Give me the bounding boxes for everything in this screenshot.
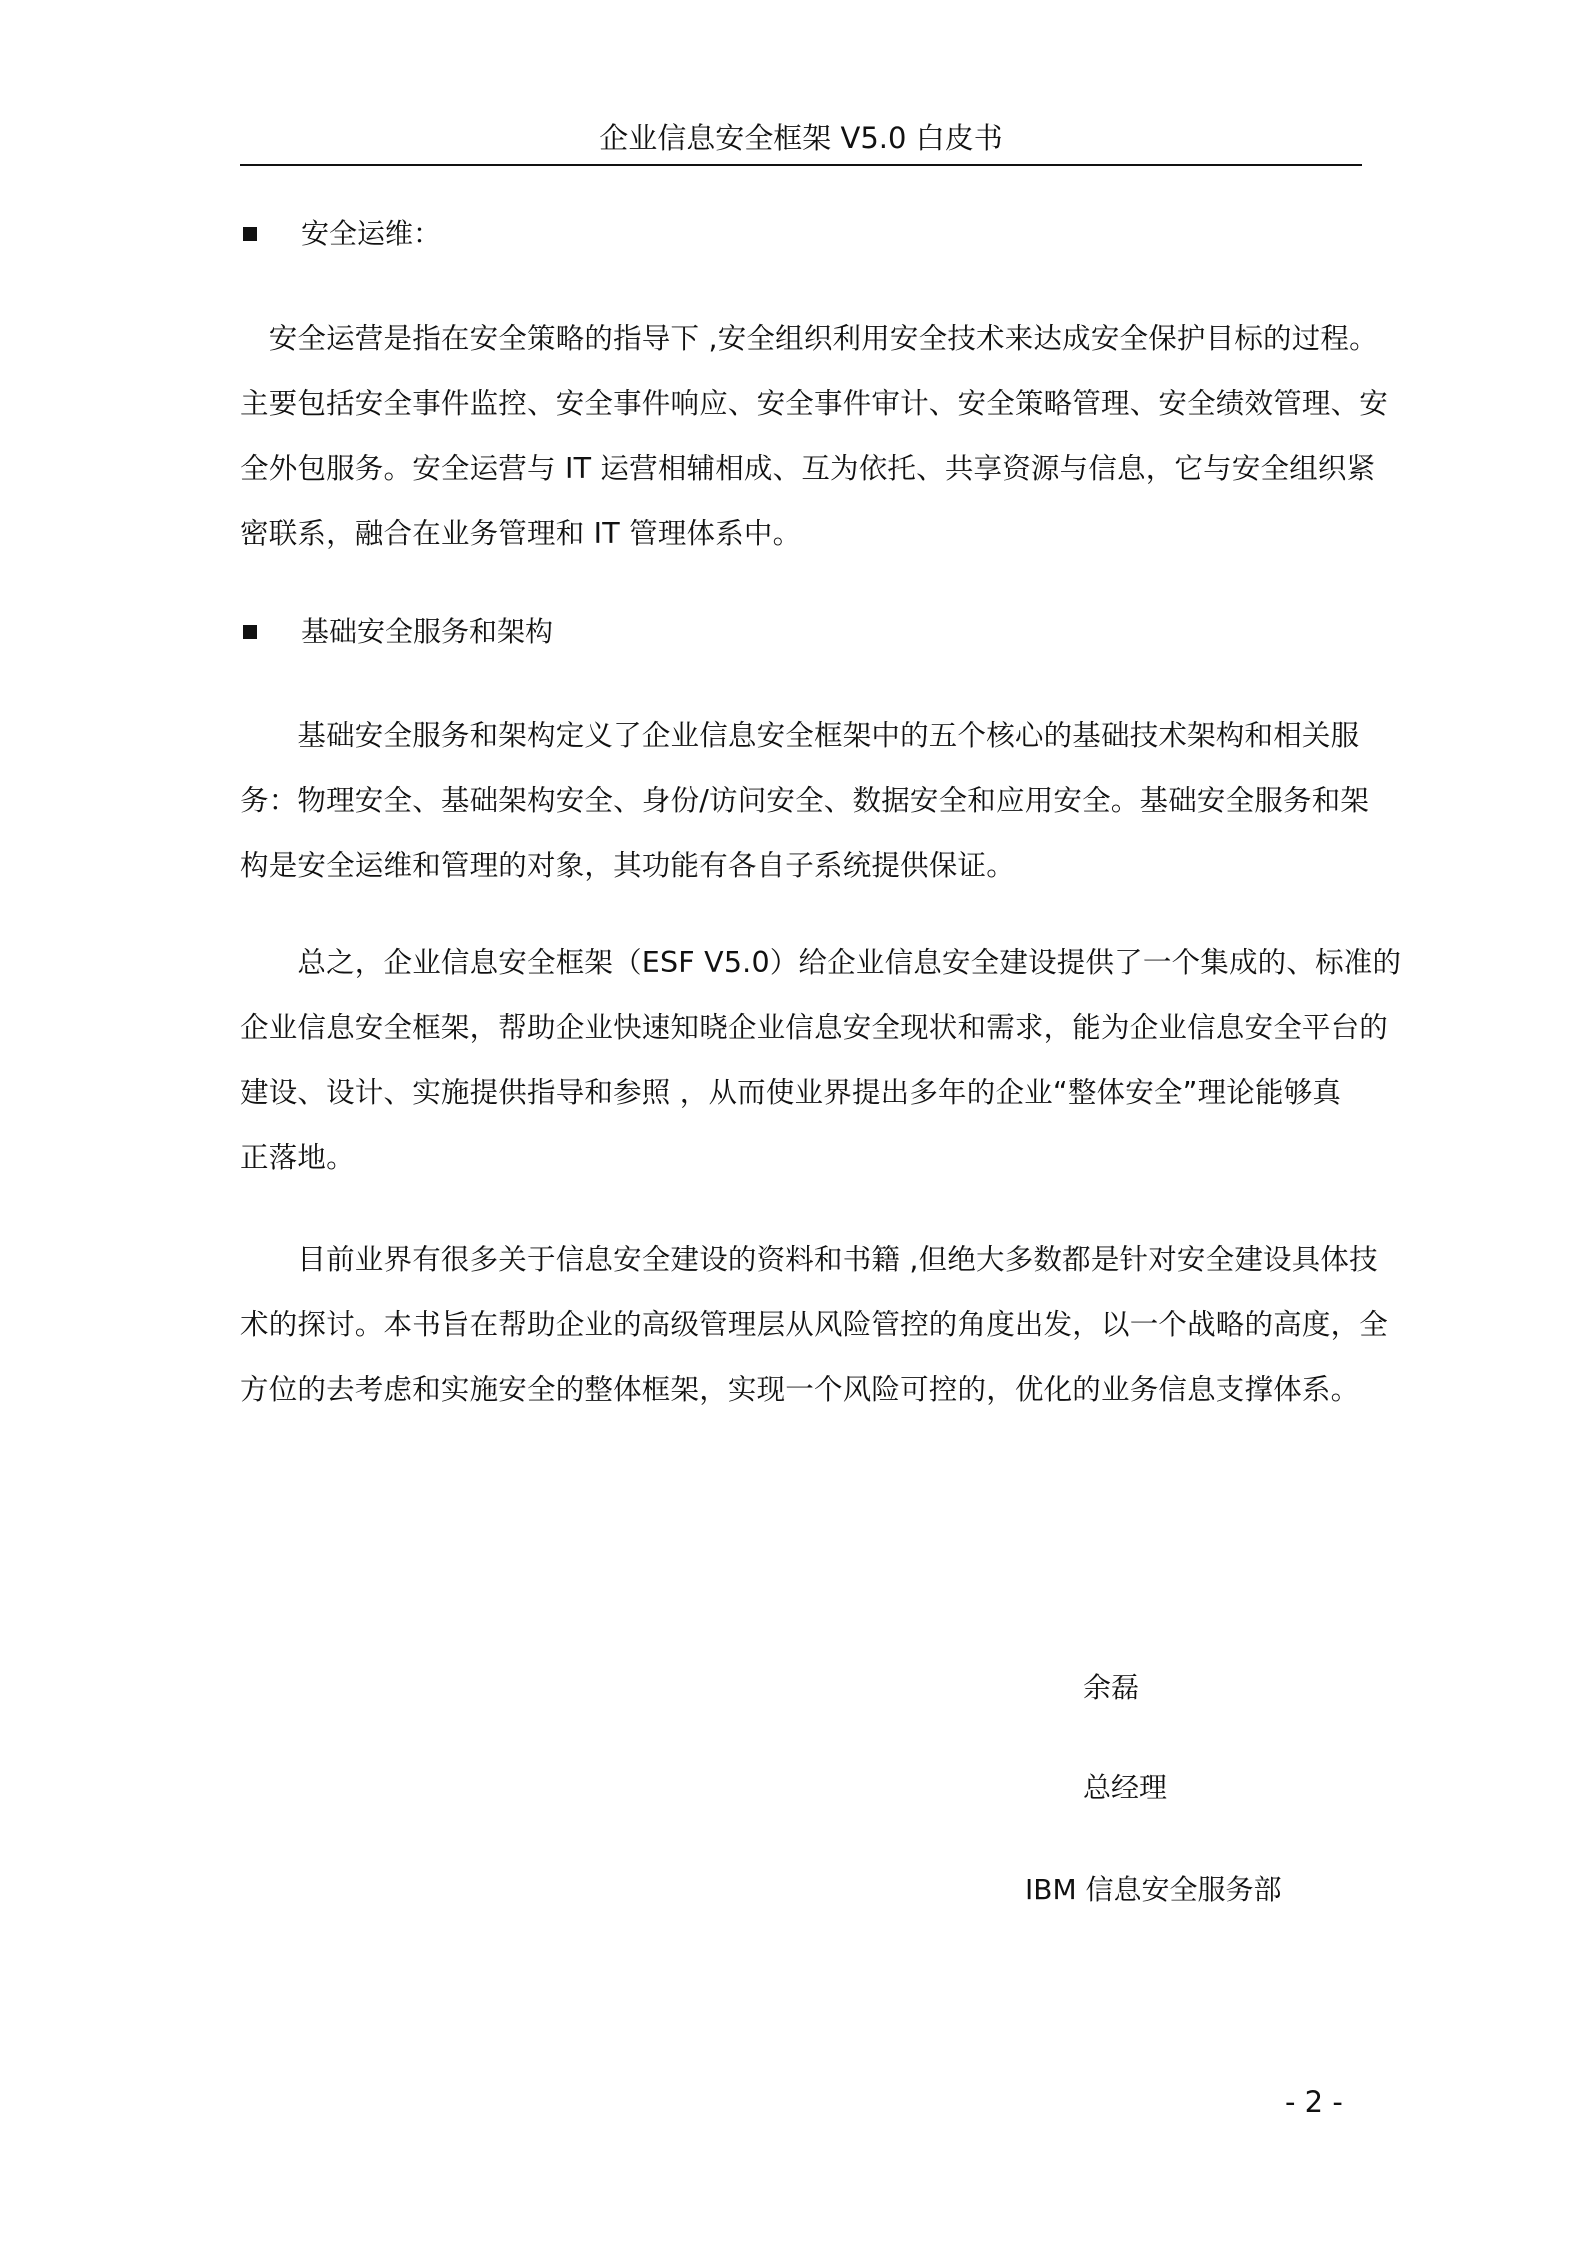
signature-position: 总经理: [1083, 1771, 1168, 1804]
section-bullet-security-operations: [240, 214, 441, 254]
text-line: 基础安全服务和架构定义了企业信息安全框架中的五个核心的基础技术架构和相关服: [240, 719, 1360, 752]
signature-name: 余磊: [1083, 1671, 1140, 1704]
text-line: 务：物理安全、基础架构安全、身份/访问安全、数据安全和应用安全。基础安全服务和架: [240, 784, 1370, 817]
text-line: 安全运营是指在安全策略的指导下 ,安全组织利用安全技术来达成安全保护目标的过程。: [240, 322, 1378, 355]
paragraph-summary: [240, 930, 1402, 1190]
page-header-title: 企业信息安全框架 V5.0 白皮书: [599, 121, 1003, 155]
text-line: 全外包服务。安全运营与 IT 运营相辅相成、互为依托、共享资源与信息，它与安全组织紧: [240, 452, 1376, 485]
header-divider: [240, 164, 1362, 166]
text-line: 主要包括安全事件监控、安全事件响应、安全事件审计、安全策略管理、安全绩效管理、安: [240, 387, 1389, 420]
text-line: 企业信息安全框架，帮助企业快速知晓企业信息安全现状和需求，能为企业信息安全平台的: [240, 1011, 1389, 1044]
section-title: 基础安全服务和架构: [301, 615, 554, 648]
paragraph-book-purpose: [240, 1227, 1389, 1422]
paragraph-basic-security: [240, 703, 1370, 898]
page-number: - 2 -: [1285, 2085, 1343, 2119]
text-line: 建设、设计、实施提供指导和参照 ，从而使业界提出多年的企业“整体安全”理论能够真: [240, 1076, 1342, 1109]
section-title: 安全运维：: [301, 217, 442, 250]
text-line: 术的探讨。本书旨在帮助企业的高级管理层从风险管控的角度出发，以一个战略的高度，全: [240, 1308, 1389, 1341]
text-line: 密联系，融合在业务管理和 IT 管理体系中。: [240, 517, 802, 550]
section-bullet-basic-security: [240, 612, 553, 652]
text-line: 目前业界有很多关于信息安全建设的资料和书籍 ,但绝大多数都是针对安全建设具体技: [240, 1243, 1378, 1276]
text-line: 方位的去考虑和实施安全的整体框架，实现一个风险可控的，优化的业务信息支撑体系。: [240, 1373, 1360, 1406]
text-line: 构是安全运维和管理的对象，其功能有各自子系统提供保证。: [240, 849, 1015, 882]
paragraph-security-operations: [240, 306, 1389, 566]
text-line: 总之，企业信息安全框架（ESF V5.0）给企业信息安全建设提供了一个集成的、标准的: [240, 946, 1402, 979]
square-bullet-icon: [243, 625, 257, 639]
square-bullet-icon: [243, 227, 257, 241]
text-line: 正落地。: [240, 1141, 355, 1174]
signature-department: IBM 信息安全服务部: [1025, 1873, 1282, 1906]
